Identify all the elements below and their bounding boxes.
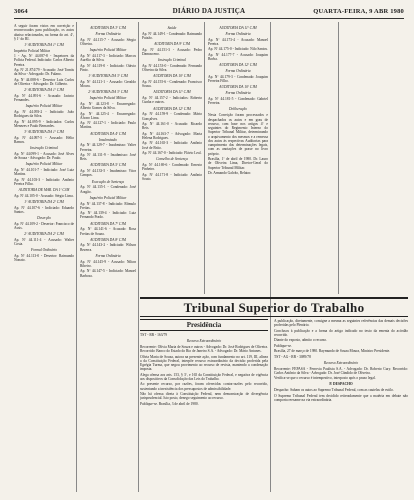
paragraph: Diante do exposto, admito o recurso.: [274, 338, 327, 343]
paragraph: Ap. Nº 44.131-9 - Insubmisso: José Reis.: [80, 153, 136, 162]
paragraph: Ap. Nº 44.121-1 - Acusado: Geraldo Moura.: [80, 79, 136, 88]
section-heading: Inquérito Policial Militar: [25, 162, 63, 167]
section-heading: Deliberação: [229, 107, 247, 112]
section-heading: Formal Ordinário: [30, 248, 58, 253]
section-heading: Forma Ordinária: [95, 31, 121, 36]
paragraph: Ap. Nº 44.103-3 - Indiciado: Antônio Pereira Filho.: [14, 177, 74, 187]
section-heading: Instrução Criminal: [158, 58, 186, 63]
section-heading: Insubmissão: [99, 137, 117, 142]
section-heading: AUDITORIA DA 5ª CJM: [90, 163, 126, 168]
text-column-4b: [274, 24, 336, 292]
column-rule: [76, 22, 77, 492]
section-heading: Inquérito Policial Militar: [89, 96, 127, 100]
text-column-6: [274, 319, 408, 493]
paragraph: Ap. Nº 44.161-0 - Acusado: Ricardo Reis.: [142, 122, 202, 131]
paragraph: Ap. Nº 44.095-9 - Indiciados: Carlos Menezes e Paulo Bernardes.: [14, 119, 74, 128]
column-rule: [338, 22, 339, 294]
paragraph: Publique-se.: [274, 343, 292, 348]
section-heading: Saúde: [167, 25, 177, 30]
text-column-1: [14, 24, 74, 492]
paragraph: Ap. Nº 44.135-1 - Condenado: José Aragão.: [80, 185, 136, 194]
column-rule: [270, 22, 271, 492]
paragraph: Ap. Nº 44.091-6 - Acusado: Jacinto Fernandes.: [14, 93, 74, 103]
paragraph: Ap. Nº 44.093-2 - Indiciado: João Rodrigues da Silva.: [14, 109, 74, 119]
paragraph: 1 - Ap. Nº 44.087-8 - Inspetores da Polícia Federal. Indiciado: Carlos Alberto Pereira.: [14, 54, 74, 67]
section-heading: AUDITORIA DA 11ª CJM: [153, 90, 191, 95]
paragraph: Ap. Nº 44.171-8 - Indiciado: Antônio Souto.: [142, 172, 202, 181]
section-heading: 2ª AUDITORIA DA 3ª CJM: [88, 89, 128, 94]
paragraph: Ap. Nº 44.167-0 - Indiciado: Flávio Leal.: [142, 151, 202, 156]
paragraph: Ap. Nº 44.143-2 - Indiciado: Wilson Bezerra.: [80, 243, 136, 252]
paragraph: Ap. Nº 44.113-0 - Desertor: Raimundo Nonato.: [14, 254, 74, 263]
paragraph: Ap. Nº 44.099-1 - Acusado: José Alves de Souza - Advogado: Dr. Paulo.: [14, 151, 74, 161]
section-heading: AUDITORIA DA 11ª CJM: [219, 25, 257, 30]
section-heading: AUDITORIA DA 7ª CJM: [90, 221, 126, 226]
paragraph: Ap. Nº 44.149-1 - Condenado: Raimundo Paixão.: [142, 31, 202, 40]
section-heading: Forma Ordinária: [225, 69, 251, 74]
section-heading: 2ª AUDITORIA DA 2ª CJM: [24, 232, 64, 237]
paragraph: Olívia Maria de Souza, autora na presente ação, com fundamento no art. 119, III, alínea a da Constituição Federal, interpõe recurso extraordinário da decisão proferida pela Egrégia Turma, que negou provimento ao recurso de revista, mantendo a condenação imposta.: [140, 354, 268, 372]
paragraph: Ap. Nº 44.105-0 - Acusado: Sérgio Lima.: [14, 193, 74, 198]
paragraph: Publique-se. Brasília, 3 de abril de 1980.: [140, 401, 199, 406]
paragraph: Ap. Nº 44.088-6 - Desertor Luiz Carlos de Oliveira - Advogado: Dr. Gilberto.: [14, 77, 74, 86]
section-heading: Presidência: [140, 319, 268, 331]
section-heading: Deserção: [37, 216, 51, 221]
text-column-4: [208, 24, 268, 292]
paragraph: Não há ofensa direta à Constituição Federal, nem demonstração de divergência jurisprudencial. Isto posto, denego seguimento ao recurso.: [140, 392, 268, 401]
paragraph: Verifica-se que o recurso é intempestivo, interposto após o prazo legal.: [274, 376, 376, 381]
column-rule: [138, 22, 139, 492]
paragraph: Ap. Nº 44.125-4 - Encarregado: Álvaro Lima.: [80, 111, 136, 120]
paragraph: Dr. Armando Galvão, Relator.: [208, 170, 252, 175]
paragraph: Ap. Nº 44.111-4 - Acusado: Walter Costa.: [14, 238, 74, 247]
section-heading: 1ª AUDITORIA DA 2ª CJM: [24, 199, 64, 204]
text-column-3: [142, 24, 202, 292]
section-heading: 1ª AUDITORIA DA 3ª CJM: [88, 73, 128, 78]
paragraph: Ap. Nº 44.155-6 - Condenado: Francisco Sousa.: [142, 80, 202, 89]
paragraph: Ap. Nº 44.173-4 - Acusado: Manoel Pereira.: [208, 37, 268, 46]
tst-banner: Tribunal Superior do Trabalho: [140, 297, 408, 317]
paragraph: Ap. Nº 44.165-3 - Indiciado: Antônio José de Brito.: [142, 141, 202, 150]
paragraph: Brasília, 27 de março de 1980. Raymundo de Souza Moura, Ministro Presidente.: [274, 349, 391, 354]
section-heading: Inquérito Policial Militar: [89, 195, 127, 200]
paragraph: Ap. Nº 44.179-3 - Condenado: Joaquim Ferreira Filho.: [208, 75, 268, 84]
section-heading: AUDITORIA DA 3ª CJM: [90, 25, 126, 30]
section-heading: Recurso Extraordinário: [323, 360, 359, 365]
paragraph: Ap. Nº 44.109-2 - Desertor: Francisco de Assis.: [14, 221, 74, 231]
section-heading: 2ª AUDITORIA DA 1ª CJM: [24, 88, 64, 92]
section-heading: P. DESPACHO: [329, 382, 353, 387]
paragraph: Ap. Nº 44.139-4 - Indiciado: Luiz Fernando Prado.: [80, 211, 136, 220]
issue-date: QUARTA-FEIRA, 9 ABR 1980: [313, 8, 404, 15]
paragraph: Ap. Nº 44.169-6 - Condenado: Ernesto Pinheiro.: [142, 162, 202, 172]
paragraph: Ap. Nº 44.117-3 - Indiciado: Marcos Aurélio da Silva.: [80, 53, 136, 63]
paragraph: Ap. Nº 44.137-8 - Indiciado: Rômulo Freitas.: [80, 201, 136, 210]
section-heading: AUDITORIA DA 8ª CJM: [90, 237, 126, 242]
paragraph: Ap. Nº 44.129-7 - Insubmisso: Valter Ferreira.: [80, 143, 136, 152]
section-heading: Forma Ordinária: [225, 91, 251, 96]
publication-title: DIÁRIO DA JUSTIÇA: [172, 7, 246, 15]
page-number: 3064: [14, 8, 28, 15]
section-heading: Execução de Sentença: [91, 179, 125, 184]
text-column-5: [140, 333, 268, 493]
section-heading: Inquérito Policial Militar: [25, 104, 63, 109]
paragraph: A seguir foram vistos em correição e reconvocados para publicação, os autos abaixo relacionados, na forma do art. 4º, § 1º do RI.: [14, 24, 74, 41]
section-heading: AUDITORIA DA 4ª CJM: [90, 131, 126, 136]
paragraph: Ap. Nº 44.101-7 - Indiciado: José Luiz Martins.: [14, 168, 74, 177]
paragraph: Ap. Nº 21.874/79 - Acusado: José Tomás da Silva - Advogado: Dr. Fulano.: [14, 68, 74, 77]
paragraph: Ap. Nº 44.151-3 - Acusado: Pedro Damasceno.: [142, 47, 202, 57]
section-heading: Conselho de Sentença: [156, 157, 188, 162]
paragraph: Inquérito Policial Militar: [14, 48, 50, 53]
section-heading: Recurso Extraordinário: [186, 339, 222, 344]
section-heading: AUDITORIA DE MAR. DA 1ª CJM: [18, 188, 70, 193]
masthead: [14, 7, 404, 19]
paragraph: Ap. Nº 44.159-9 - Condenado: Mário Gonçalves.: [142, 112, 202, 121]
paragraph: Ap. Nº 44.107-6 - Indiciado: Eduardo Santos.: [14, 205, 74, 215]
section-heading: AUDITORIA DA 10ª CJM: [153, 74, 191, 79]
paragraph: Ap. Nº 44.133-5 - Insubmisso: Vitor Campos.: [80, 169, 136, 178]
section-heading: Forma Ordinária: [95, 253, 121, 258]
paragraph: Ap. Nº 44.163-7 - Advogado: Maria Helena Rodrigues.: [142, 131, 202, 140]
paragraph: Ap. Nº 44.175-0 - Indiciado: Nilo Santos.: [208, 47, 268, 52]
paragraph: Ap. Nº 44.181-5 - Condenado: Gabriel Ferreira.: [208, 97, 268, 106]
section-heading: Forma Ordinária: [225, 31, 251, 36]
section-heading: AUDITORIA DA 9ª CJM: [154, 41, 190, 46]
paragraph: Ap. Nº 44.145-9 - Acusado: Nilton Ribeiro.: [80, 259, 136, 268]
paragraph: Ap. Nº 44.127-1 - Indiciado: Paulo Martins.: [80, 121, 136, 130]
paragraph: Ao presente recurso, por razões, foram oferecidas contra-razões pelo recorrido, sustentando a inexistência dos pressupostos de admissibilidade.: [140, 382, 268, 391]
paragraph: Recorrente: FEPASA - Ferrovia Paulista S.A. - Advogado: Dr. Roberto Cury. Recorrido: Carlos Antônio da Silva - Advogado: Dr. José Cândido de Oliveira.: [274, 366, 408, 375]
section-heading: AUDITORIA DA 12ª CJM: [219, 63, 257, 68]
text-column-4c: [342, 24, 406, 292]
paragraph: Ap. Nº 44.123-8 - Encarregado: Alberto Gomes da Silva.: [80, 101, 136, 111]
paragraph: TST - RR - 163/79: [140, 333, 168, 337]
paragraph: TST - AG - RR - 3089/78: [274, 354, 311, 359]
paragraph: Ap. Nº 44.147-5 - Indiciado: Manoel Barbosa.: [80, 269, 136, 278]
paragraph: Alega ofensa aos arts. 153, § 3º, e 165 da Constituição Federal, e negativa de vigência aos dispositivos da Consolidação das Leis do Trabalho.: [140, 372, 268, 382]
paragraph: Ap. Nº 44.153-0 - Condenado: Fernando Oliveira da Silva.: [142, 63, 202, 73]
section-heading: 1ª AUDITORIA DA 1ª CJM: [24, 42, 64, 47]
section-heading: AUDITORIA DA 10ª CJM: [219, 85, 257, 90]
column-rule: [204, 22, 205, 294]
paragraph: A publicação, diretamente, consigne a mesma as seguintes referências das demais decisões proferidas pelo Plenário.: [274, 319, 408, 328]
section-heading: Instrução Criminal: [30, 146, 58, 151]
paragraph: O Supremo Tribunal Federal tem decidido reiteradamente que a matéria em debate não comporta reexame na via extraordinária.: [274, 393, 408, 402]
section-heading: 3ª AUDITORIA DA 1ª CJM: [24, 129, 64, 134]
paragraph: Brasília, 1º de abril de 1980. Dr. Lauro de Oliveira Lima, Diretor-Geral do Superior Tribunal Militar.: [208, 157, 268, 170]
paragraph: Ap. Nº 44.115-7 - Acusado: Sérgio Oliveira.: [80, 37, 136, 46]
paragraph: Nesta Correição foram processados e despachados os autos e em grau de recurso, com base nos artigos 4º e seguintes do Regimento Interno do Superior Tribunal Militar, determinando o arquivamento dos mesmos e a remessa dos autos às respectivas Auditorias para cumprimento das determinações legais, com as anotações de praxe no livro próprio.: [208, 113, 268, 156]
text-column-2: [80, 24, 136, 492]
paragraph: Recorrente: Olívia Maria de Souza e outros - Advogado: Dr. José Rodrigues de Oliveira. Recorrido: Banco do Estado do Rio de Janeiro S.A. - Advogado: Dr. Mário Antunes.: [140, 344, 268, 354]
paragraph: Conclusos à publicação e a forma do artigo indicado no texto da ementa do acórdão recorrido.: [274, 328, 408, 337]
paragraph: Ap. Nº 44.157-2 - Indiciados: Roberto Cunha e outros.: [142, 96, 202, 105]
section-heading: AUDITORIA DA 12ª CJM: [153, 106, 191, 111]
paragraph: Despacho: Subam os autos ao Supremo Tribunal Federal, com as cautelas de estilo.: [274, 388, 394, 393]
paragraph: Ap. Nº 44.097-5 - Acusado: Hélio Ramos.: [14, 135, 74, 145]
section-heading: Inquérito Policial Militar: [89, 47, 127, 52]
paragraph: Ap. Nº 44.119-0 - Indiciado: Otávio Pinto.: [80, 63, 136, 72]
paragraph: Ap. Nº 44.177-7 - Acusado: Joaquim Borba.: [208, 52, 268, 62]
paragraph: Ap. Nº 44.141-6 - Acusado: Rosa Freitas de Souza.: [80, 227, 136, 236]
